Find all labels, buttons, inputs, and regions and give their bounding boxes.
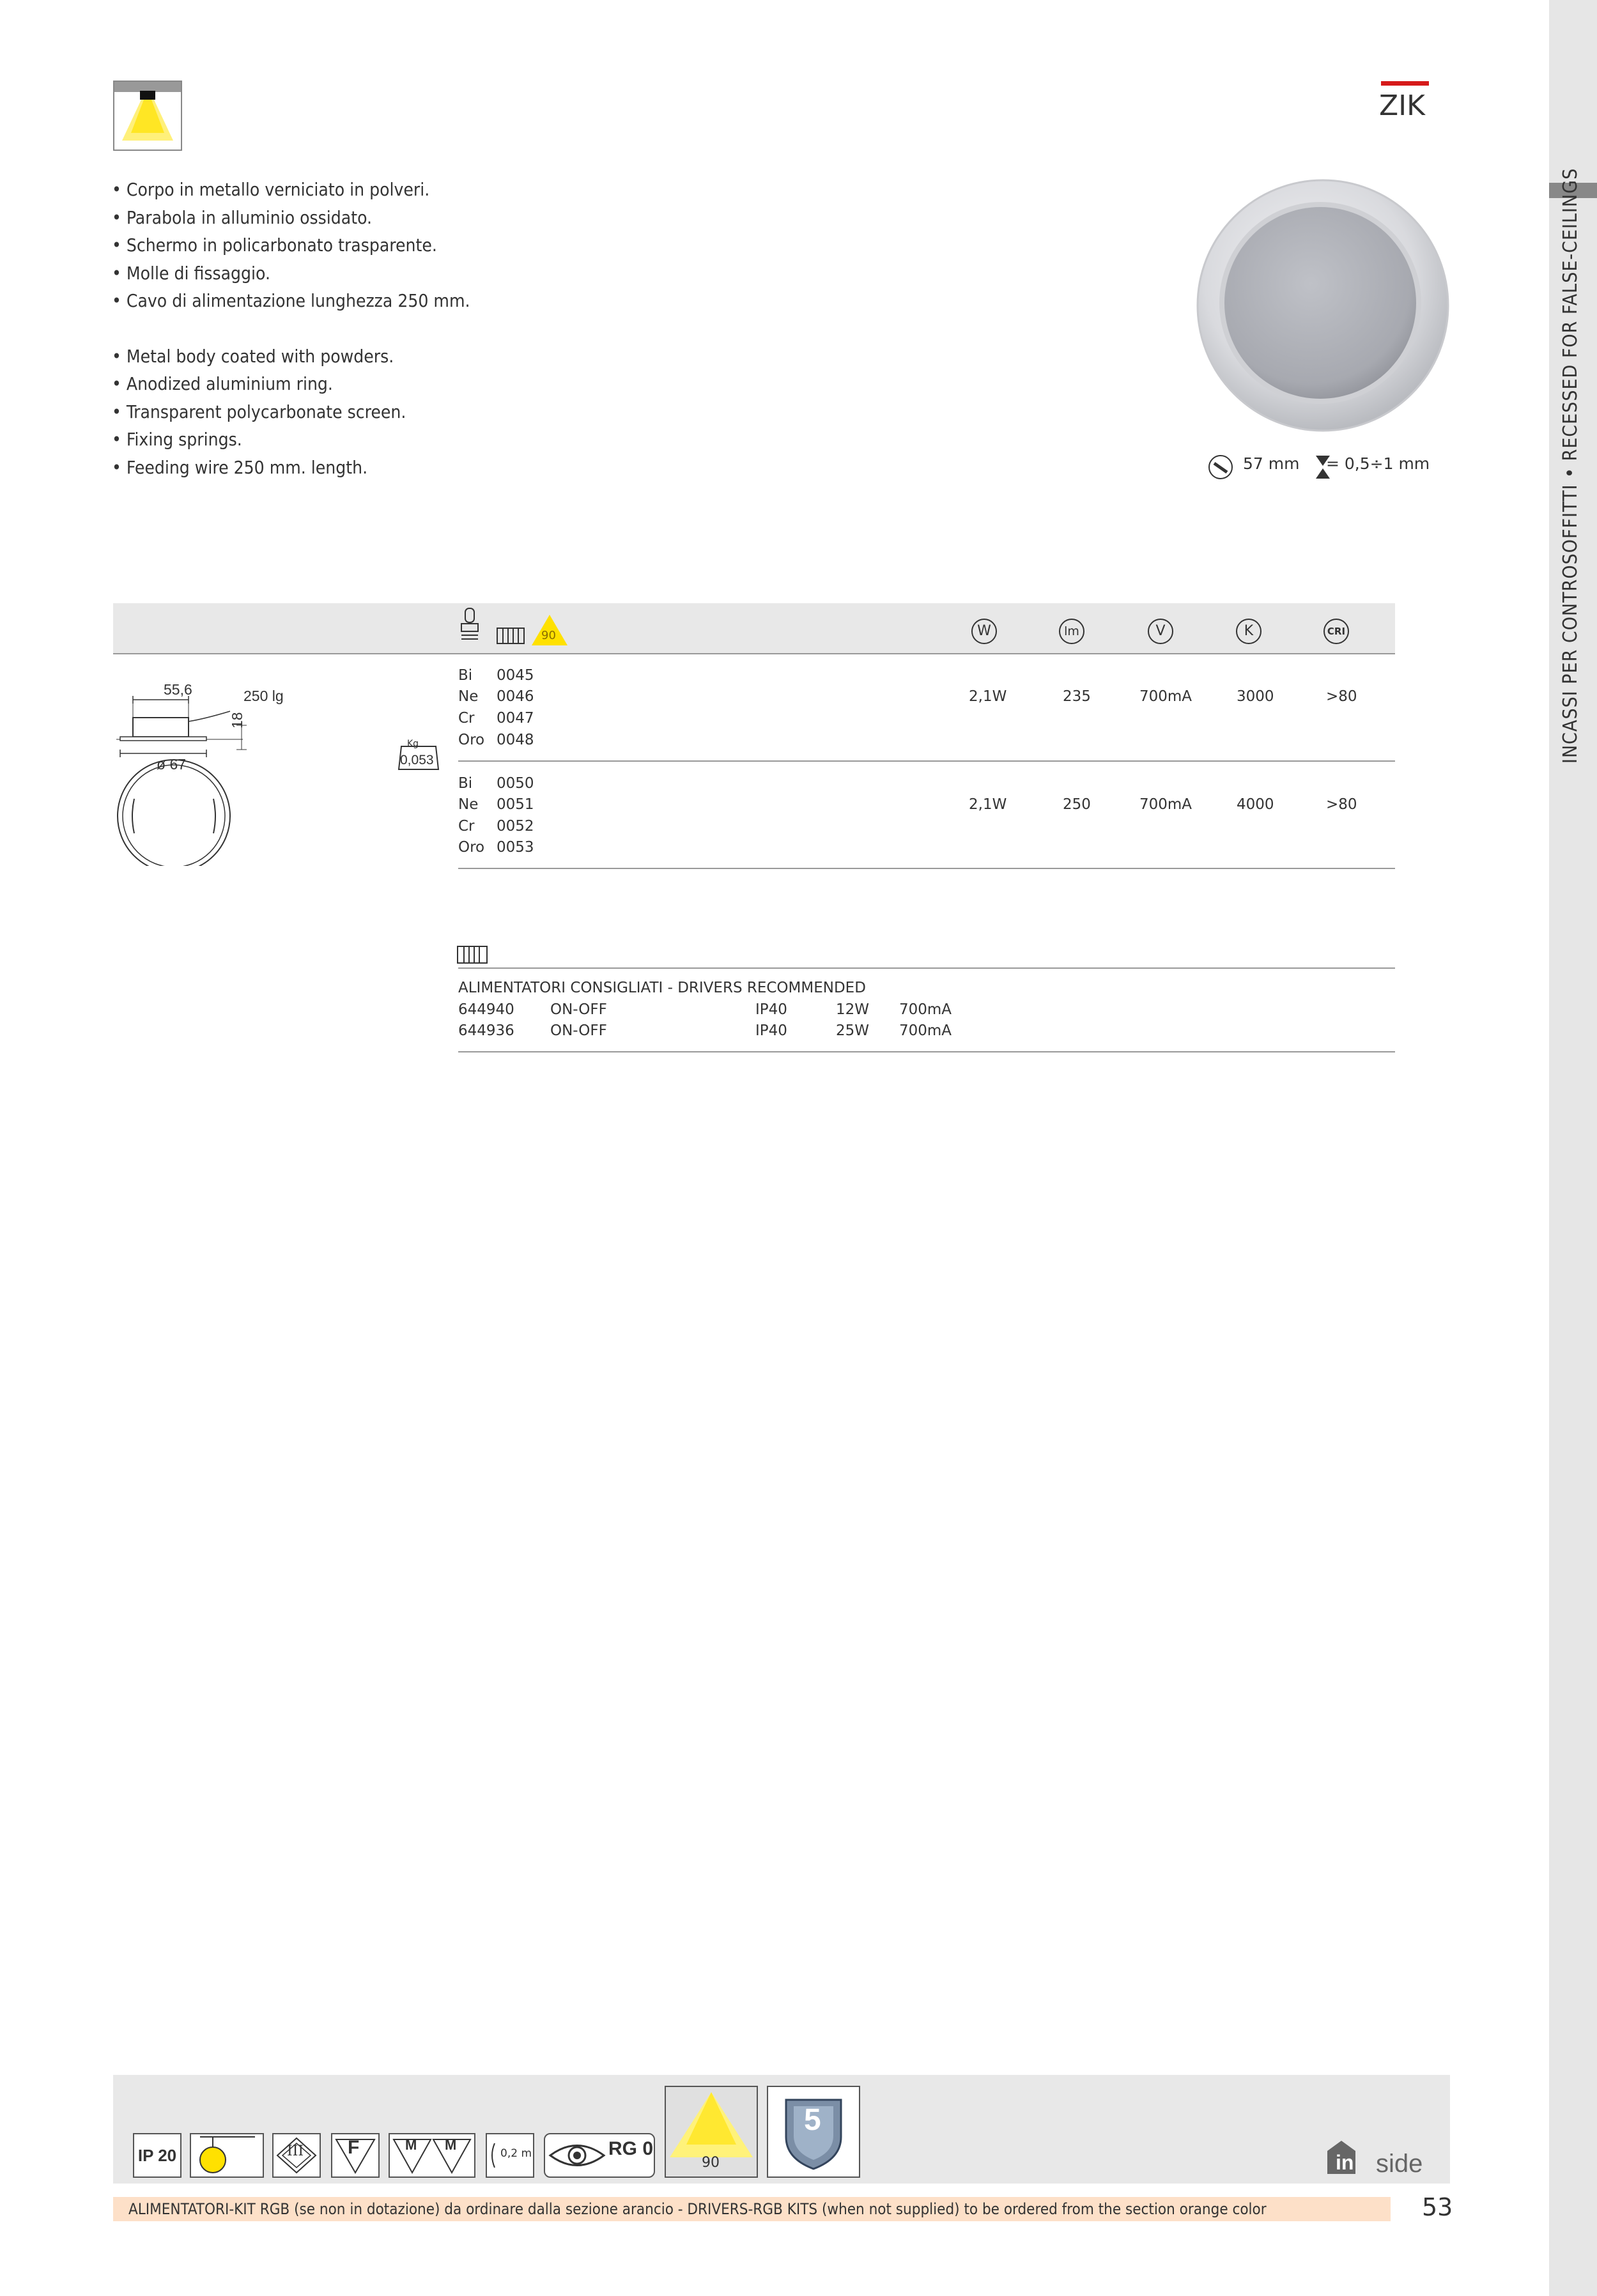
finish: Bi [458, 775, 473, 792]
feature-en: • Anodized aluminium ring. [112, 373, 333, 394]
dimension-width: 55,6 [164, 681, 192, 698]
feature-en: • Transparent polycarbonate screen. [112, 401, 406, 422]
driver-current: 700mA [899, 1022, 952, 1039]
weight-unit: Kg [407, 739, 419, 749]
brand-accent-line [1381, 81, 1429, 86]
driver-code: 644940 [458, 1001, 514, 1018]
product-code: 0045 [497, 667, 534, 684]
finish: Oro [458, 732, 485, 748]
volt-icon: V [1148, 619, 1173, 644]
watt-icon: W [971, 619, 997, 644]
footnote: ALIMENTATORI-KIT RGB (se non in dotazione) da ordinare dalla sezione arancio - DRIVERS-RGB KITS (when not supplied) to be ordered from the section orange color [113, 2197, 1391, 2221]
driver-power: 12W [836, 1001, 870, 1018]
cri-value: >80 [1326, 796, 1357, 813]
driver-power: 25W [836, 1022, 870, 1039]
dimension-wire: 250 lg [243, 688, 284, 704]
current-value: 700mA [1139, 796, 1192, 813]
cri-value: >80 [1326, 688, 1357, 705]
f-mark-label: F [348, 2137, 360, 2158]
feature-it: • Schermo in policarbonato trasparente. [112, 235, 437, 256]
driver-ip: IP40 [755, 1001, 787, 1018]
downlight-icon [113, 81, 182, 151]
kelvin-value: 4000 [1237, 796, 1274, 813]
distance-label: 0,2 m [500, 2147, 532, 2160]
class-label: III [287, 2143, 304, 2159]
dimension-height: 18 [229, 712, 245, 728]
inside-logo-in: in [1336, 2151, 1354, 2174]
m-mark-label: M [405, 2137, 417, 2153]
watt-value: 2,1W [969, 688, 1007, 705]
finish: Ne [458, 796, 479, 813]
product-code: 0051 [497, 796, 534, 813]
beam-angle-value: 90 [541, 629, 556, 642]
inside-logo-side: side [1376, 2150, 1423, 2178]
feature-en: • Feeding wire 250 mm. length. [112, 456, 368, 478]
current-value: 700mA [1139, 688, 1192, 705]
product-code: 0053 [497, 839, 534, 856]
driver-current: 700mA [899, 1001, 952, 1018]
driver-code: 644936 [458, 1022, 514, 1039]
finish: Cr [458, 818, 475, 835]
ip-rating-badge: IP 20 [133, 2133, 181, 2178]
finish: Cr [458, 710, 475, 727]
feature-list [112, 176, 470, 481]
lumen-value: 235 [1063, 688, 1091, 705]
spec-table-header [113, 603, 1395, 654]
driver-type: ON-OFF [550, 1022, 607, 1039]
m-mark-label: M [445, 2137, 457, 2153]
cri-icon: CRI [1323, 619, 1349, 644]
product-code: 0050 [497, 775, 534, 792]
dimension-drawing [115, 693, 268, 866]
feature-it: • Parabola in alluminio ossidato. [112, 206, 373, 228]
divider [458, 760, 1395, 762]
finish: Oro [458, 839, 485, 856]
feature-en: • Fixing springs. [112, 429, 242, 450]
divider [458, 1051, 1395, 1052]
risk-group-label: RG 0 [608, 2138, 654, 2159]
watt-value: 2,1W [969, 796, 1007, 813]
cutout-icon [1208, 454, 1233, 480]
lumen-icon: lm [1059, 619, 1084, 644]
warranty-years: 5 [804, 2103, 821, 2137]
mm-mark-icon [389, 2133, 475, 2178]
lumen-value: 250 [1063, 796, 1091, 813]
driver-icon [457, 946, 488, 964]
weight-value: 0,053 [400, 753, 434, 767]
feature-it: • Cavo di alimentazione lunghezza 250 mm. [112, 290, 470, 311]
driver-icon [497, 628, 525, 644]
beam-angle-label: 90 [702, 2155, 720, 2171]
divider [458, 868, 1395, 869]
driver-type: ON-OFF [550, 1001, 607, 1018]
driver-ip: IP40 [755, 1022, 787, 1039]
finish: Ne [458, 688, 479, 705]
product-code: 0048 [497, 732, 534, 748]
product-code: 0047 [497, 710, 534, 727]
product-code: 0046 [497, 688, 534, 705]
lamp-socket-icon [459, 607, 481, 644]
feature-it: • Corpo in metallo verniciato in polveri. [112, 179, 430, 200]
ceiling-thickness: = 0,5÷1 mm [1326, 454, 1430, 473]
section-title: INCASSI PER CONTROSOFFITTI • RECESSED FOR FALSE-CEILINGS [1559, 167, 1582, 764]
kelvin-icon: K [1236, 619, 1261, 644]
feature-en: • Metal body coated with powders. [112, 345, 394, 367]
dimension-diameter: ø 67 [157, 756, 187, 773]
drivers-title: ALIMENTATORI CONSIGLIATI - DRIVERS RECOMMENDED [458, 980, 866, 996]
kelvin-value: 3000 [1237, 688, 1274, 705]
product-name: ZIK [1379, 89, 1425, 122]
product-code: 0052 [497, 818, 534, 835]
finish: Bi [458, 667, 473, 684]
page-number: 53 [1422, 2193, 1453, 2221]
product-photo [1195, 178, 1454, 436]
divider [458, 967, 1395, 969]
glow-wire-icon [190, 2133, 264, 2178]
cutout-size: 57 mm [1243, 454, 1300, 473]
feature-it: • Molle di fissaggio. [112, 262, 270, 284]
